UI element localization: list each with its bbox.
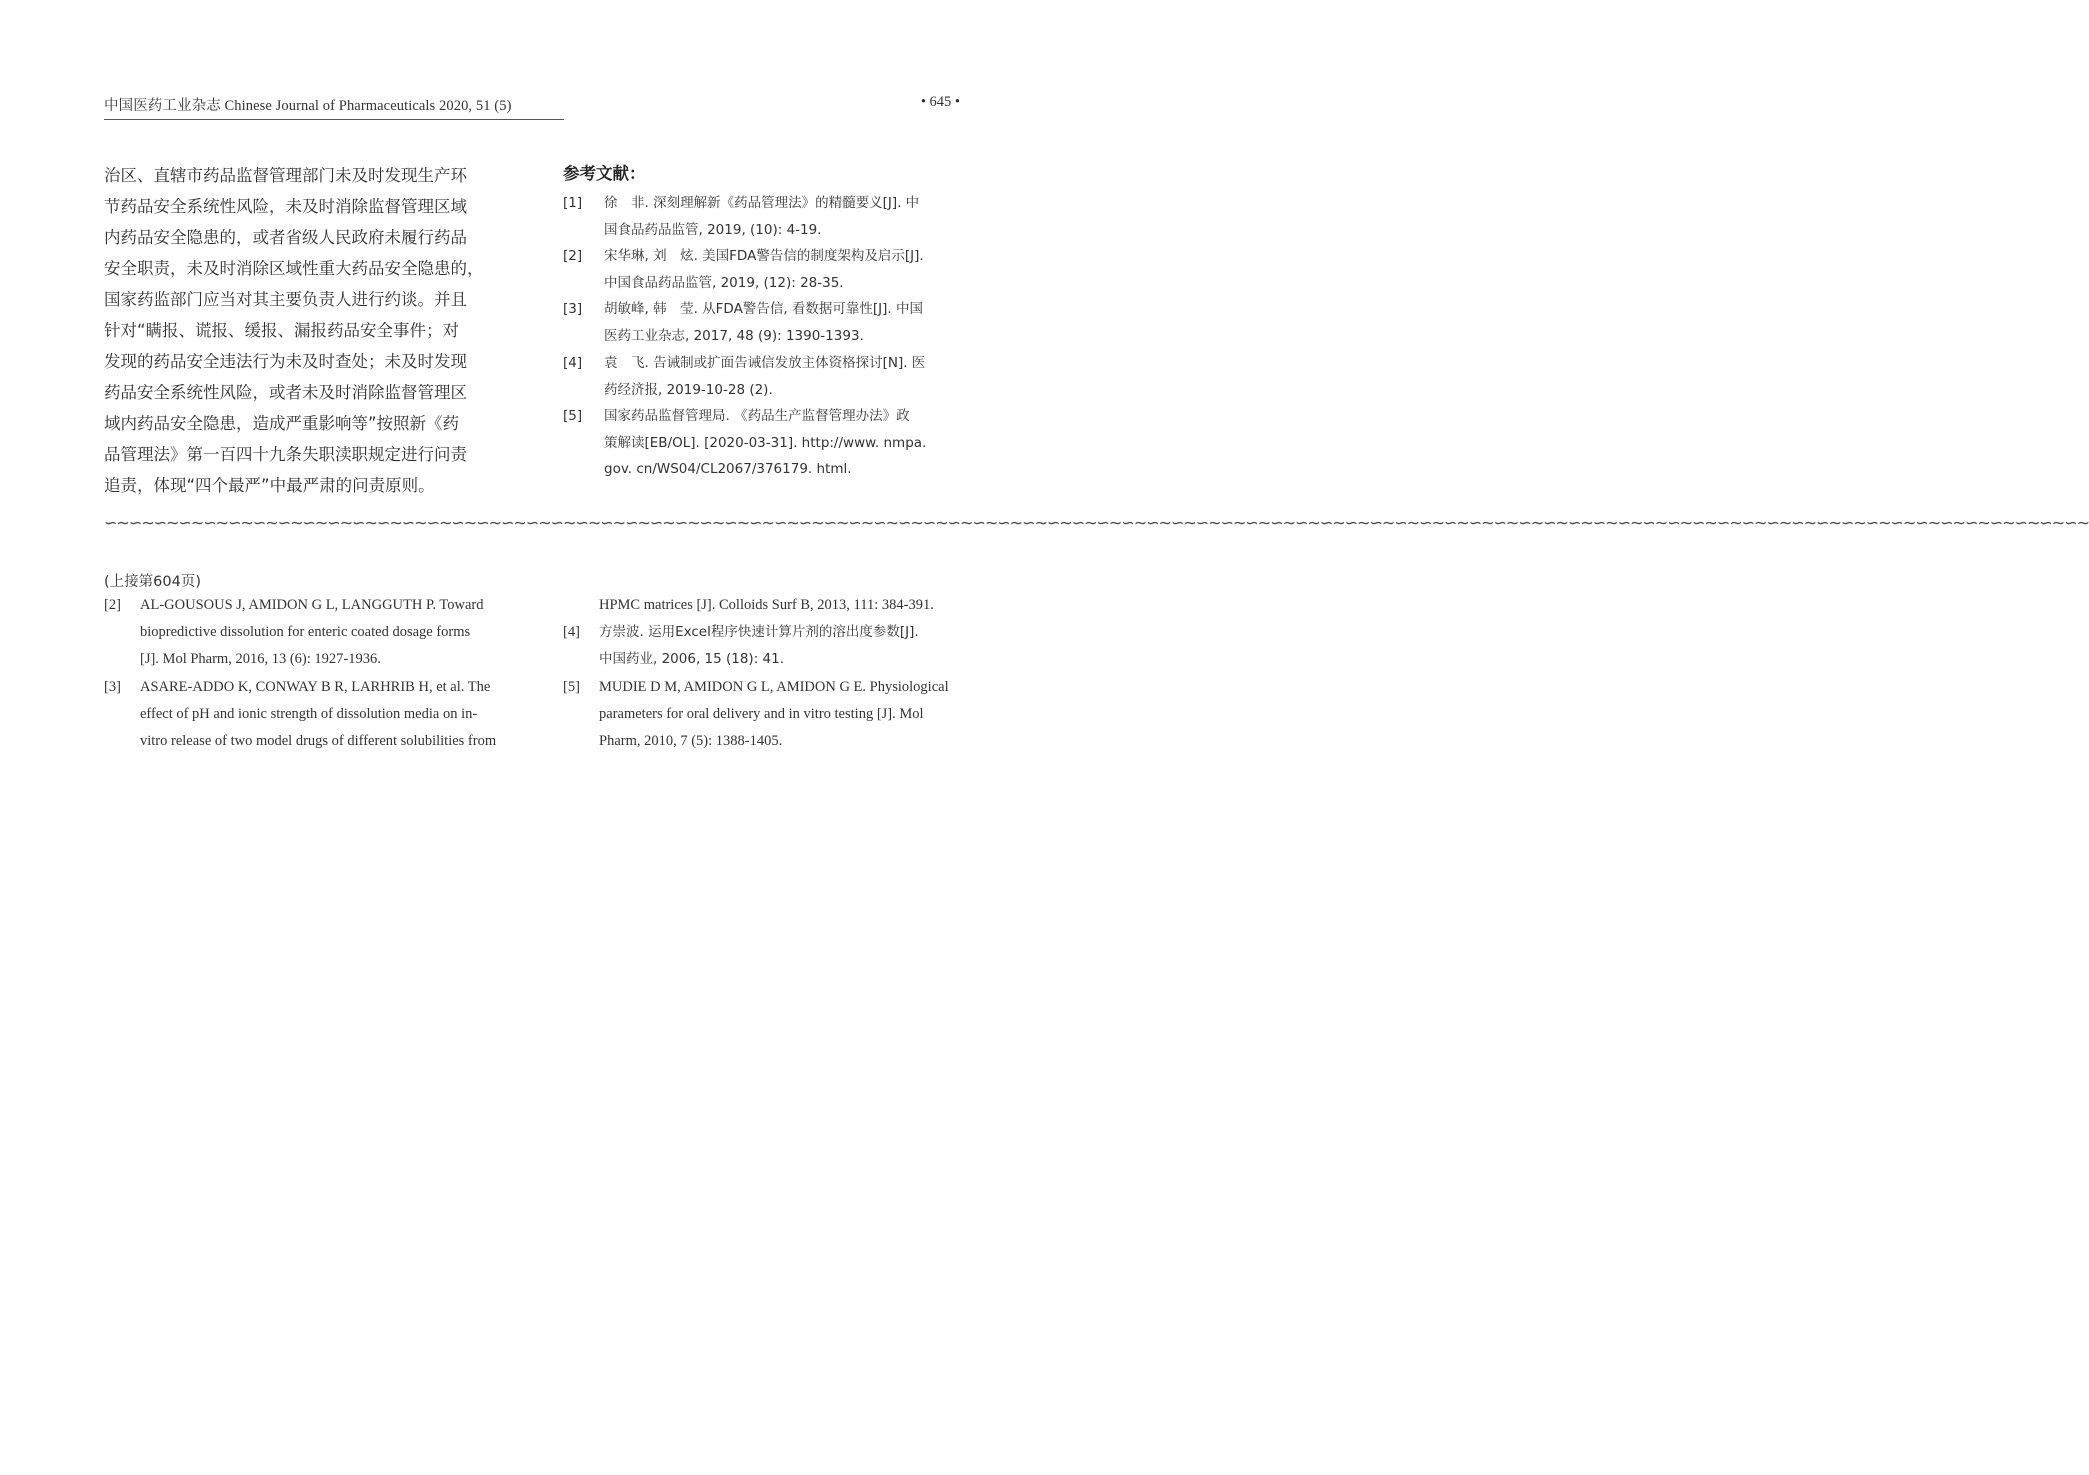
reference-line: ASARE-ADDO K, CONWAY B R, LARHRIB H, et al. The <box>140 679 491 695</box>
body-paragraph <box>104 160 524 501</box>
body-line: 内药品安全隐患的，或者省级人民政府未履行药品 <box>104 228 467 247</box>
reference-text <box>140 674 524 755</box>
body-line: 追责，体现“四个最严”中最严肃的问责原则。 <box>104 476 435 495</box>
page-number: • 645 • <box>920 94 960 110</box>
reference-line: gov. cn/WS04/CL2067/376179. html. <box>604 461 852 477</box>
reference-text <box>604 403 984 483</box>
body-line: 品管理法》第一百四十九条失职渎职规定进行问责 <box>104 445 467 464</box>
body-line: 国家药监部门应当对其主要负责人进行约谈。并且 <box>104 290 467 309</box>
reference-text <box>604 243 984 296</box>
reference-text <box>599 619 983 673</box>
reference-text <box>140 592 524 673</box>
reference-text <box>604 350 984 403</box>
reference-line: 策解读[EB/OL]. [2020-03-31]. http://www. nmpa. <box>604 434 927 451</box>
reference-line: effect of pH and ionic strength of dissolution media on in- <box>140 706 478 722</box>
body-line: 安全职责，未及时消除区域性重大药品安全隐患的， <box>104 259 484 278</box>
reference-line: 袁 飞. 告诫制或扩面告诫信发放主体资格探讨[N]. 医 <box>604 355 926 371</box>
reference-line: 中国药业, 2006, 15 (18): 41. <box>599 651 785 667</box>
running-header: 中国医药工业杂志 Chinese Journal of Pharmaceuticals 2020, 51 (5) <box>104 98 512 114</box>
body-line: 节药品安全系统性风险，未及时消除监督管理区域 <box>104 197 467 216</box>
reference-line: 国食品药品监管, 2019, (10): 4-19. <box>604 221 822 238</box>
references-title: 参考文献： <box>563 164 646 183</box>
reference-line: biopredictive dissolution for enteric coated dosage forms <box>140 624 471 640</box>
reference-text <box>604 190 984 243</box>
reference-line: HPMC matrices [J]. Colloids Surf B, 2013, 111: 384-391. <box>599 597 934 613</box>
ornament-divider: ∽∼∽∼∽∼∽∼∽∼∽∼∽∼∽∼∽∼∽∼∽∼∽∼∽∼∽∼∽∼∽∼∽∼∽∼∽∼∽∼∽∼∽∼∽∼∽∼∽∼∽∼∽∼∽∼∽∼∽∼∽∼∽∼∽∼∽∼∽∼∽∼∽∼∽∼∽∼∽∼∽∼∽∼∽∼∽∼∽∼∽∼∽∼∽∼∽∼∽∼∽∼∽∼∽∼∽∼∽∼∽∼∽∼∽∼∽∼∽∼∽∼∽∼∽∼∽∼∽∼∽∼∽∼∽∼∽∼∽∼∽∼∽∼∽∼∽∼∽∼∽∼∽∼∽∼∽∼∽∼ <box>104 513 2089 532</box>
reference-number: [5] <box>563 679 580 695</box>
reference-line: parameters for oral delivery and in vitro testing [J]. Mol <box>599 706 924 722</box>
reference-line: 医药工业杂志, 2017, 48 (9): 1390-1393. <box>604 327 864 344</box>
body-line: 针对“瞒报、谎报、缓报、漏报药品安全事件；对 <box>104 321 460 340</box>
reference-line: MUDIE D M, AMIDON G L, AMIDON G E. Physiological <box>599 679 949 695</box>
reference-line: vitro release of two model drugs of different solubilities from <box>140 733 497 749</box>
body-line: 药品安全系统性风险，或者未及时消除监督管理区 <box>104 383 467 402</box>
reference-line: 中国食品药品监管, 2019, (12): 28-35. <box>604 274 844 291</box>
reference-line: 徐 非. 深刻理解新《药品管理法》的精髓要义[J]. 中 <box>604 195 920 211</box>
reference-line: 药经济报, 2019-10-28 (2). <box>604 381 773 398</box>
reference-line: Pharm, 2010, 7 (5): 1388-1405. <box>599 733 783 749</box>
reference-line: 胡敏峰, 韩 莹. 从FDA警告信, 看数据可靠性[J]. 中国 <box>604 301 924 317</box>
reference-line: 国家药品监督管理局. 《药品生产监督管理办法》政 <box>604 408 910 424</box>
header-rule <box>104 119 564 120</box>
body-line: 发现的药品安全违法行为未及时查处；未及时发现 <box>104 352 467 371</box>
reference-number: [4] <box>563 624 580 640</box>
reference-number: [2] <box>563 248 583 264</box>
continued-note: (上接第604页) <box>104 574 201 590</box>
reference-text <box>599 674 983 755</box>
reference-line: AL-GOUSOUS J, AMIDON G L, LANGGUTH P. Toward <box>140 597 484 613</box>
body-line: 域内药品安全隐患，造成严重影响等”按照新《药 <box>104 414 460 433</box>
reference-number: [4] <box>563 355 583 371</box>
reference-number: [1] <box>563 195 583 211</box>
reference-number: [3] <box>563 301 583 317</box>
reference-line: [J]. Mol Pharm, 2016, 13 (6): 1927-1936. <box>140 651 381 667</box>
reference-number: [3] <box>104 679 121 695</box>
reference-line: 方崇波. 运用Excel程序快速计算片剂的溶出度参数[J]. <box>599 624 919 640</box>
reference-text <box>604 296 984 349</box>
reference-number: [5] <box>563 408 583 424</box>
body-line: 治区、直辖市药品监督管理部门未及时发现生产环 <box>104 166 467 185</box>
reference-number: [2] <box>104 597 121 613</box>
reference-line: 宋华琳, 刘 炫. 美国FDA警告信的制度架构及启示[J]. <box>604 248 924 264</box>
reference-text <box>599 592 983 619</box>
